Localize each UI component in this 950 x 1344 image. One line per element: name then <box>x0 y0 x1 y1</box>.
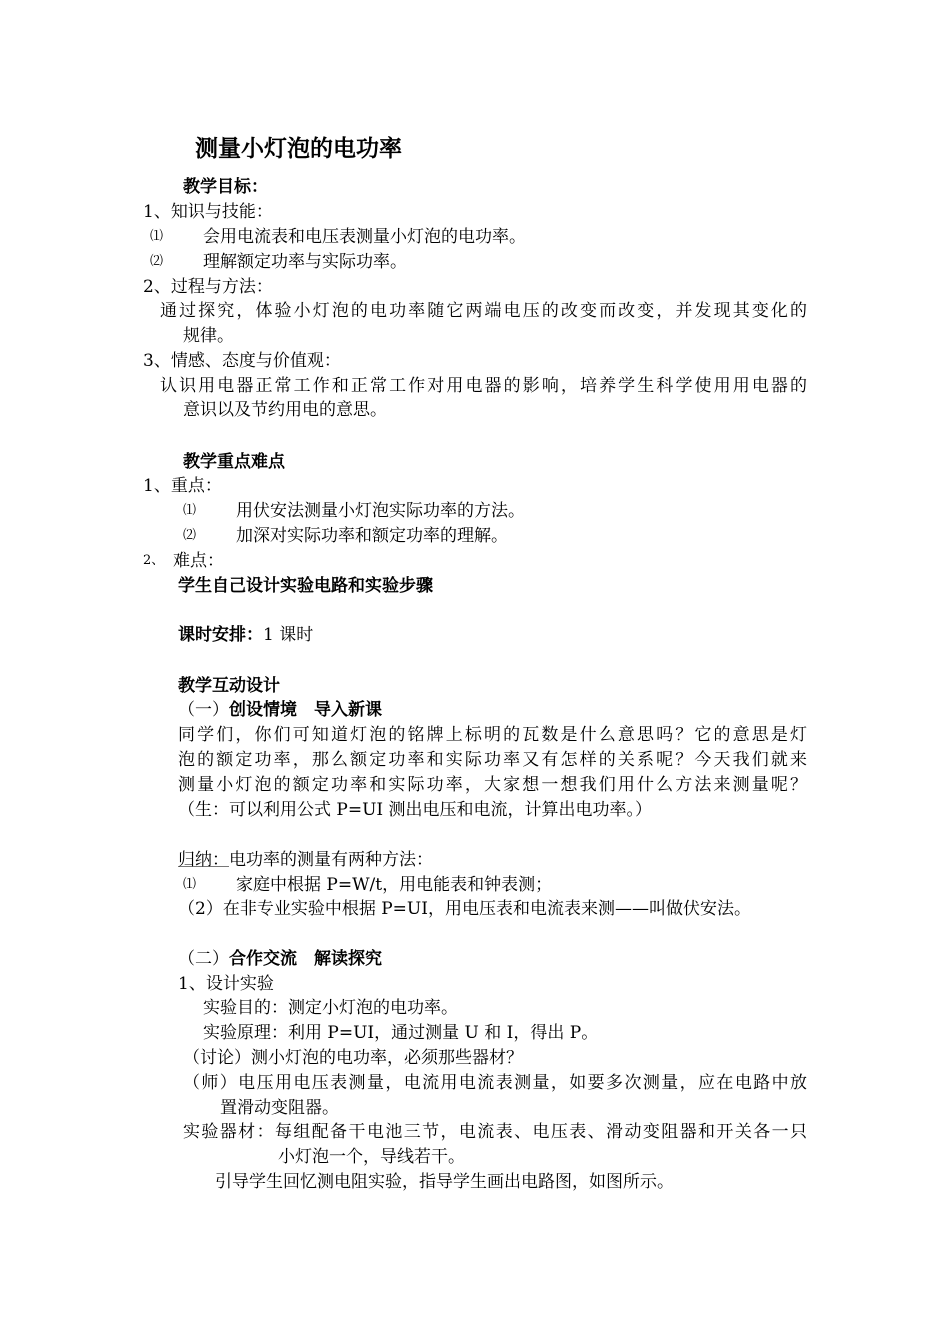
difficulty-label: 难点： <box>173 551 224 571</box>
part1-heading-text: 创设情境 导入新课 <box>229 700 382 720</box>
difficulty-marker: 2、 <box>143 553 165 568</box>
teacher-line1: （师）电压用电压表测量，电流用电流表测量，如要多次测量，应在电路中放 <box>183 1073 807 1093</box>
objectives-heading: 教学目标： <box>183 177 268 197</box>
summary-text: 电功率的测量有两种方法： <box>229 850 433 870</box>
summary-label: 归纳： <box>178 850 229 870</box>
part1-para-line: 测量小灯泡的额定功率和实际功率，大家想一想我们用什么方法来测量呢？ <box>178 775 807 795</box>
difficulty-text: 学生自己设计实验电路和实验步骤 <box>178 576 433 596</box>
schedule-line <box>178 624 313 646</box>
part1-heading-prefix: （一） <box>178 700 229 720</box>
part1-para-line: （生：可以利用公式 P=UI 测出电压和电流，计算出电功率。） <box>178 800 653 820</box>
knowledge-label: 1、知识与技能： <box>143 202 273 222</box>
method1-text: 家庭中根据 P=W/t，用电能表和钟表测； <box>236 875 553 895</box>
attitude-text-line2: 意识以及节约用电的意思。 <box>183 400 387 420</box>
discussion-text: （讨论）测小灯泡的电功率，必须那些器材？ <box>183 1048 523 1068</box>
guide-text: 引导学生回忆测电阻实验，指导学生画出电路图，如图所示。 <box>215 1172 674 1192</box>
list-marker: ⑵ <box>150 254 164 269</box>
part2-sub1: 1、设计实验 <box>178 974 274 994</box>
teacher-line2: 置滑动变阻器。 <box>220 1098 339 1118</box>
schedule-label: 课时安排： <box>178 625 263 645</box>
part1-para-line: 同学们，你们可知道灯泡的铭牌上标明的瓦数是什么意思吗？它的意思是灯 <box>178 725 807 745</box>
key-label: 1、重点： <box>143 476 222 496</box>
process-label: 2、过程与方法： <box>143 277 273 297</box>
part1-heading <box>178 699 382 721</box>
list-item: 理解额定功率与实际功率。 <box>203 252 407 272</box>
process-text-line1: 通过探究，体验小灯泡的电功率随它两端电压的改变而改变，并发现其变化的 <box>160 301 807 321</box>
focus-heading: 教学重点难点 <box>183 452 285 472</box>
list-item: 用伏安法测量小灯泡实际功率的方法。 <box>236 501 525 521</box>
schedule-value: 1 课时 <box>263 625 314 645</box>
attitude-text-line1: 认识用电器正常工作和正常工作对用电器的影响，培养学生科学使用用电器的 <box>160 376 807 396</box>
part1-para-line: 泡的额定功率，那么额定功率和实际功率又有怎样的关系呢？今天我们就来 <box>178 750 807 770</box>
list-item: 会用电流表和电压表测量小灯泡的电功率。 <box>203 227 526 247</box>
part2-heading-prefix: （二） <box>178 949 229 969</box>
experiment-purpose: 实验目的：测定小灯泡的电功率。 <box>203 998 458 1018</box>
equipment-line1: 实验器材：每组配备干电池三节，电流表、电压表、滑动变阻器和开关各一只 <box>183 1122 807 1142</box>
equipment-line2: 小灯泡一个，导线若干。 <box>278 1147 465 1167</box>
attitude-label: 3、情感、态度与价值观： <box>143 351 341 371</box>
list-marker: ⑴ <box>183 503 197 518</box>
part2-heading-text: 合作交流 解读探究 <box>229 949 382 969</box>
list-marker: ⑵ <box>183 528 197 543</box>
method2-text: （2）在非专业实验中根据 P=UI，用电压表和电流表来测——叫做伏安法。 <box>178 899 751 919</box>
summary-line <box>178 849 433 871</box>
design-heading: 教学互动设计 <box>178 676 280 696</box>
list-marker: ⑴ <box>183 877 197 892</box>
list-marker: ⑴ <box>150 229 164 244</box>
process-text-line2: 规律。 <box>183 326 234 346</box>
part2-heading <box>178 948 382 970</box>
page-title: 测量小灯泡的电功率 <box>195 136 402 162</box>
experiment-principle: 实验原理：利用 P=UI，通过测量 U 和 I，得出 P。 <box>203 1023 599 1043</box>
list-item: 加深对实际功率和额定功率的理解。 <box>236 526 508 546</box>
